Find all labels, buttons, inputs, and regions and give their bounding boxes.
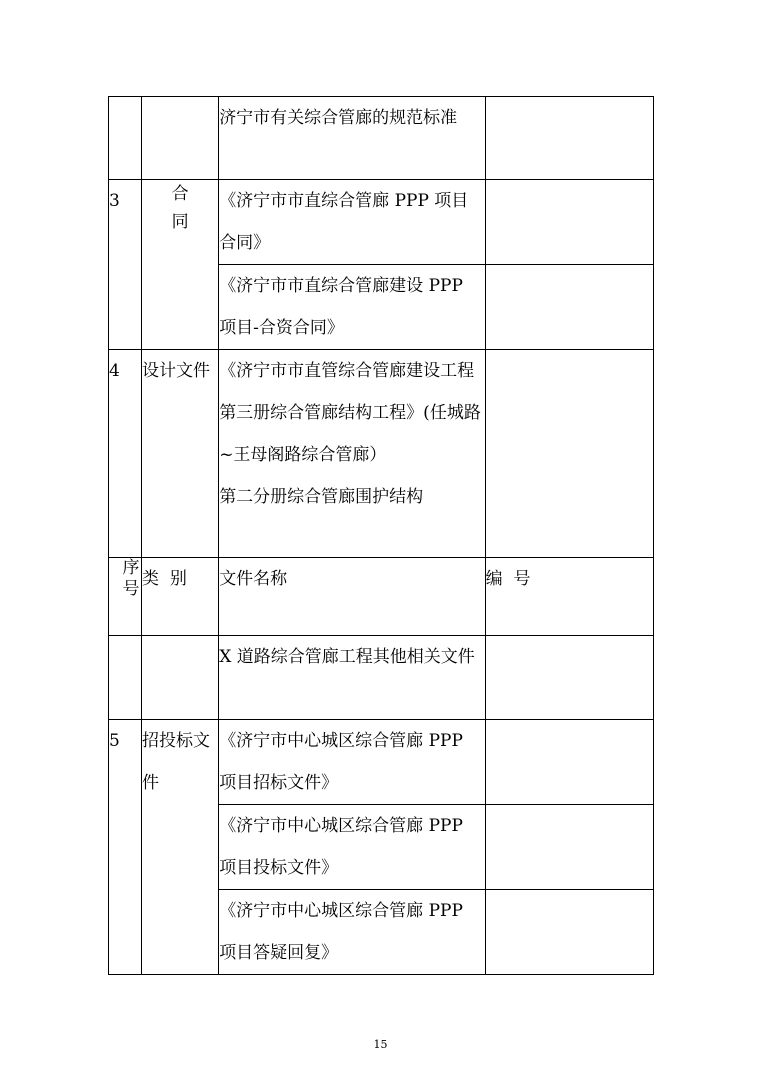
header-category: 类 别 [142, 558, 219, 636]
table-cell-code [485, 890, 653, 975]
table-cell-code [485, 180, 653, 265]
table-cell-code [485, 720, 653, 805]
category-char: 同 [171, 212, 189, 232]
table-cell-name: 《济宁市市直综合管廊 PPP 项目合同》 [219, 180, 485, 265]
table-cell-code [485, 805, 653, 890]
table-cell-name [219, 350, 485, 558]
table-cell-no: 5 [109, 720, 142, 975]
document-name-sub: 第二分册综合管廊围护结构 [219, 487, 424, 507]
table-cell-name: 《济宁市中心城区综合管廊 PPP 项目招标文件》 [219, 720, 485, 805]
page-number: 15 [373, 1038, 388, 1051]
document-name-main: 《济宁市市直管综合管廊建设工程第三册综合管廊结构工程》(任城路~王母阁路综合管廊） [219, 361, 481, 465]
header-no [109, 558, 142, 636]
table-row [109, 350, 654, 558]
header-no-char: 序 [122, 558, 140, 578]
table-header-row [109, 558, 654, 636]
table-cell-name: 《济宁市市直综合管廊建设 PPP 项目-合资合同》 [219, 265, 485, 350]
table-row [109, 180, 654, 265]
table-cell-category [142, 97, 219, 180]
table-row [109, 97, 654, 180]
table-cell-category [142, 180, 219, 350]
table-cell-code [485, 265, 653, 350]
category-char: 合 [171, 184, 189, 204]
table-cell-category: 设计文件 [142, 350, 219, 558]
header-name: 文件名称 [219, 558, 485, 636]
table-cell-name: X 道路综合管廊工程其他相关文件 [219, 636, 485, 720]
table-cell-no: 3 [109, 180, 142, 350]
table-cell-name: 《济宁市中心城区综合管廊 PPP 项目答疑回复》 [219, 890, 485, 975]
table-row [109, 720, 654, 805]
table-cell-category: 招投标文件 [142, 720, 219, 975]
table-cell-name: 《济宁市中心城区综合管廊 PPP 项目投标文件》 [219, 805, 485, 890]
document-table [108, 96, 654, 975]
table-cell-code [485, 97, 653, 180]
table-cell-category [142, 636, 219, 720]
table-cell-code [485, 636, 653, 720]
table-cell-no [109, 97, 142, 180]
table-cell-no: 4 [109, 350, 142, 558]
table-row [109, 636, 654, 720]
header-code: 编 号 [485, 558, 653, 636]
table-cell-name: 济宁市有关综合管廊的规范标准 [219, 97, 485, 180]
table-cell-code [485, 350, 653, 558]
table-cell-no [109, 636, 142, 720]
header-no-char: 号 [122, 579, 140, 599]
